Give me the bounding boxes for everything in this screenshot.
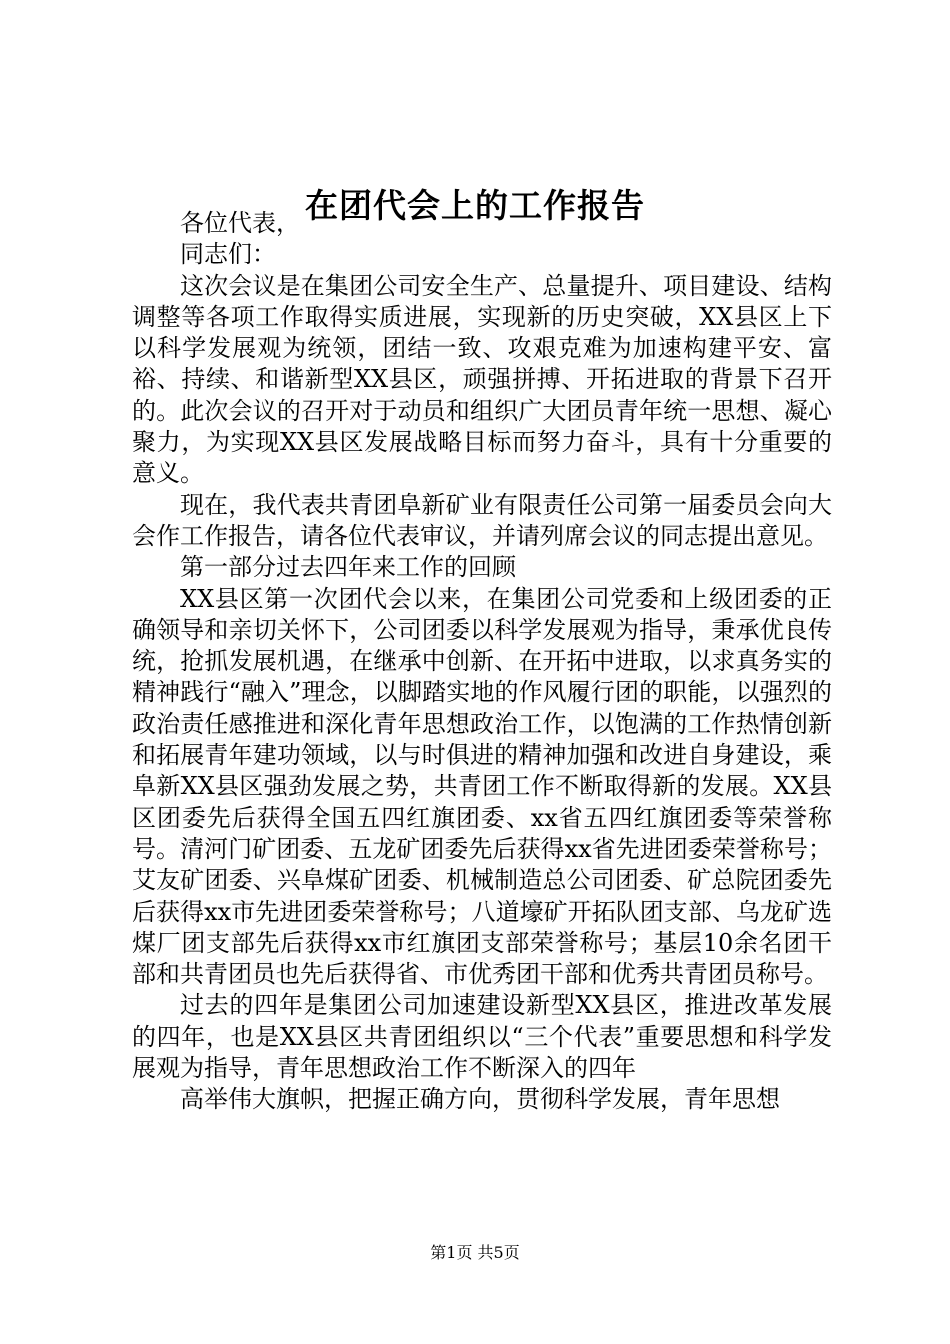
- page-number-footer: 第1页 共5页: [430, 1243, 520, 1262]
- salutation-line: 同志们：: [180, 240, 276, 269]
- body-paragraph: 现在，我代表共青团阜新矿业有限责任公司第一届委员会向大会作工作报告，请各位代表审议，并请列席会议的同志提出意见。: [132, 490, 832, 550]
- section-heading: 第一部分过去四年来工作的回顾: [180, 553, 516, 582]
- body-paragraph: 这次会议是在集团公司安全生产、总量提升、项目建设、结构调整等各项工作取得实质进展，实现新的历史突破，XX县区上下以科学发展观为统领，团结一致、攻艰克难为加速构建平安、富裕、持续、和谐新型XX县区，顽强拼搏、开拓进取的背景下召开的。此次会议的召开对于动员和组织广大团员青年统一思想、凝心聚力，为实现XX县区发展战略目标而努力奋斗，具有十分重要的意义。: [132, 271, 832, 488]
- salutation-line: 各位代表，: [180, 209, 300, 237]
- body-paragraph: XX县区第一次团代会以来，在集团公司党委和上级团委的正确领导和亲切关怀下，公司团委以科学发展观为指导，秉承优良传统，抢抓发展机遇，在继承中创新、在开拓中进取，以求真务实的精神践行“融入”理念，以脚踏实地的作风履行团的职能，以强烈的政治责任感推进和深化青年思想政治工作，以饱满的工作热情创新和拓展青年建功领域，以与时俱进的精神加强和改进自身建设，乘阜新XX县区强劲发展之势，共青团工作不断取得新的发展。XX县区团委先后获得全国五四红旗团委、xx省五四红旗团委等荣誉称号。清河门矿团委、五龙矿团委先后获得xx省先进团委荣誉称号；艾友矿团委、兴阜煤矿团委、机械制造总公司团委、矿总院团委先后获得xx市先进团委荣誉称号；八道壕矿开拓队团支部、乌龙矿选煤厂团支部先后获得xx市红旗团支部荣誉称号；基层10余名团干部和共青团员也先后获得省、市优秀团干部和优秀共青团员称号。: [132, 584, 832, 989]
- document-body: [132, 208, 832, 1116]
- body-paragraph: 过去的四年是集团公司加速建设新型XX县区，推进改革发展的四年，也是XX县区共青团组织以“三个代表”重要思想和科学发展观为指导，青年思想政治工作不断深入的四年: [132, 991, 832, 1083]
- document-title: 在团代会上的工作报告: [305, 186, 645, 225]
- body-paragraph: 高举伟大旗帜，把握正确方向，贯彻科学发展，青年思想: [180, 1085, 780, 1114]
